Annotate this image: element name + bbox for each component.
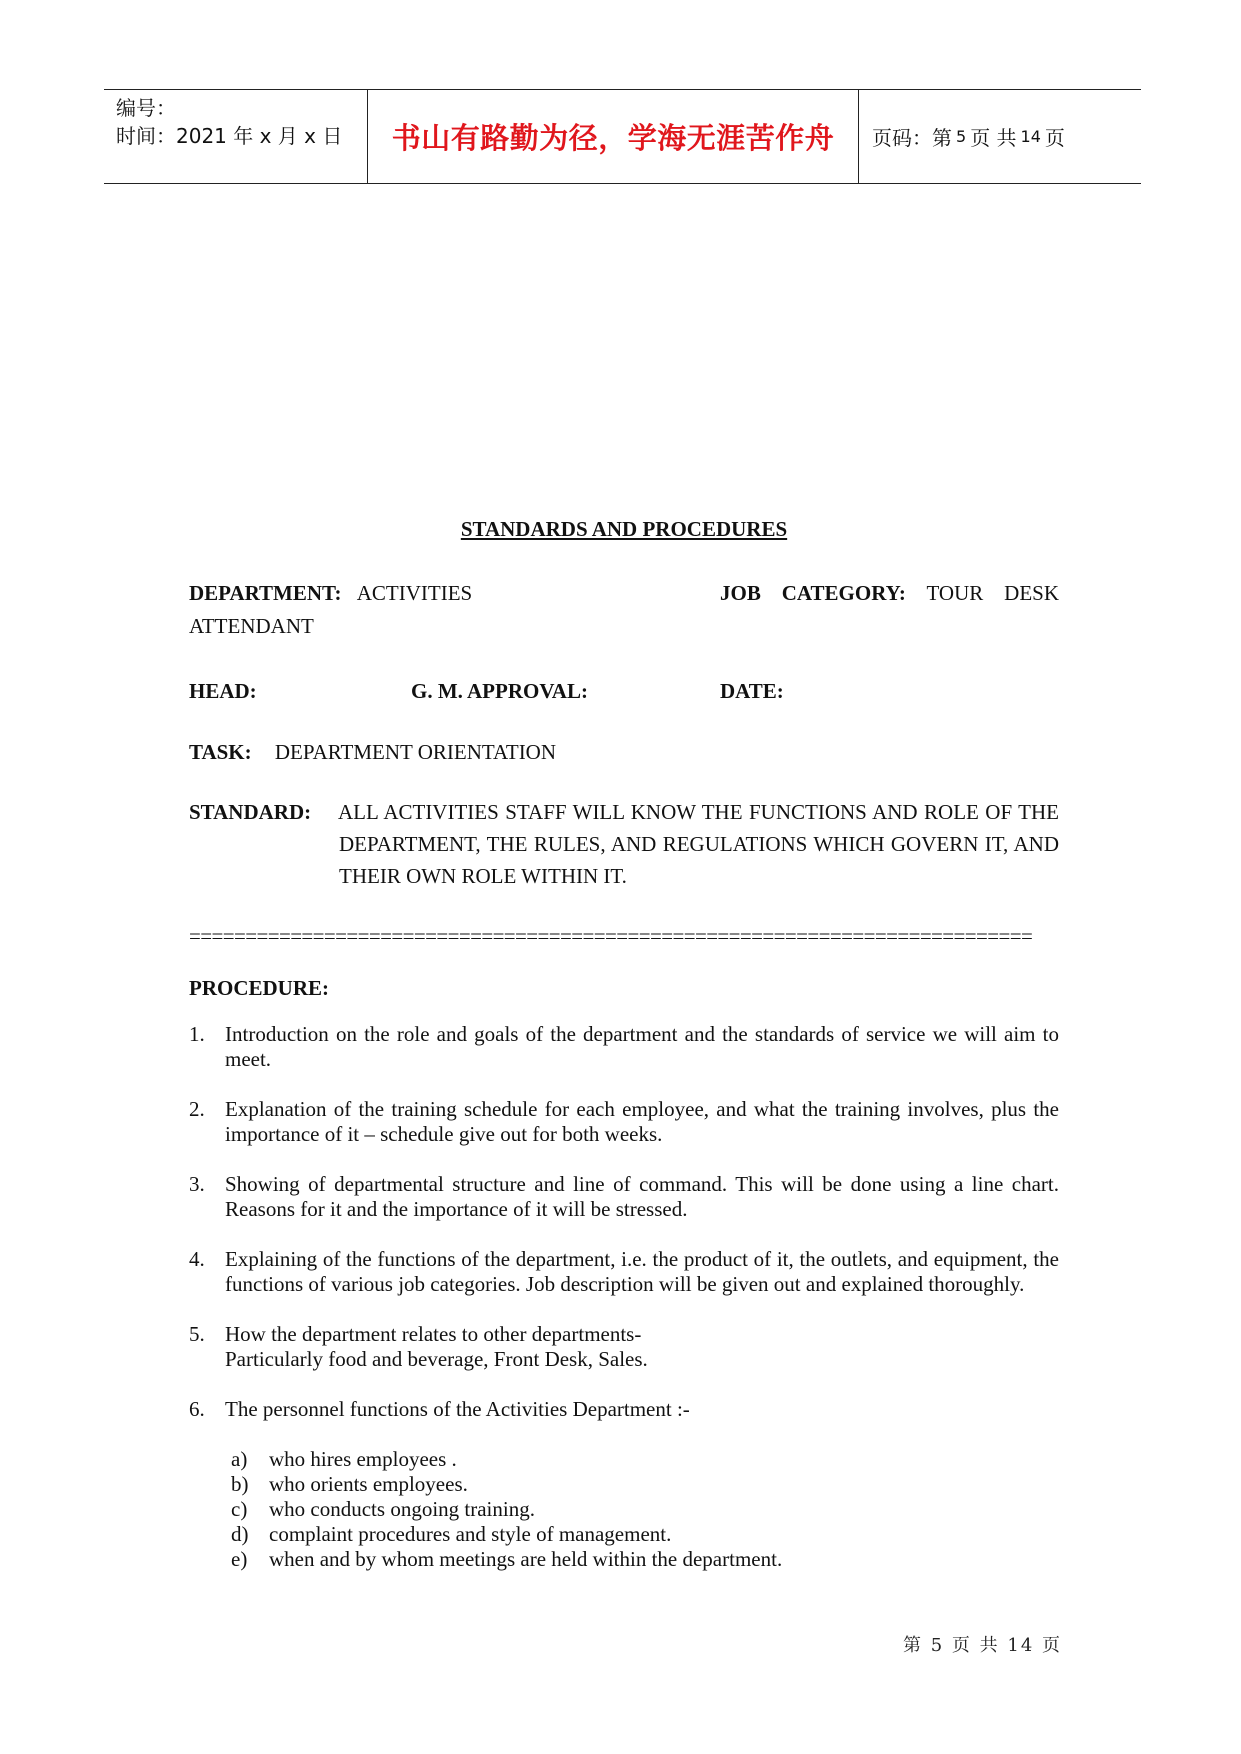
item-number: 5. bbox=[189, 1322, 205, 1346]
page-total: 14 bbox=[1020, 127, 1041, 146]
doc-number-label: 编号： bbox=[116, 96, 176, 120]
item-text: Explanation of the training schedule for each employee, and what the training involves, plus the importance of it – schedule give out for both weeks. bbox=[225, 1097, 1059, 1146]
job-category-value: TOUR DESK bbox=[926, 581, 1060, 605]
list-item bbox=[189, 1172, 1059, 1222]
footer-prefix: 第 bbox=[903, 1635, 923, 1656]
task-label: TASK: bbox=[189, 740, 252, 764]
sub-item-text: who orients employees. bbox=[269, 1472, 468, 1496]
standard-value: ALL ACTIVITIES STAFF WILL KNOW THE FUNCTIONS AND ROLE OF THE DEPARTMENT, THE RULES, AND REGULATIONS WHICH GOVERN IT, AND THEIR OWN ROLE WITHIN IT. bbox=[338, 800, 1059, 888]
item-number: 1. bbox=[189, 1022, 205, 1046]
separator-line: =========================================================================== bbox=[189, 924, 1033, 948]
item-number: 2. bbox=[189, 1097, 205, 1121]
header-motto: 书山有路勤为径，学海无涯苦作舟 bbox=[391, 121, 835, 155]
item-number: 6. bbox=[189, 1397, 205, 1421]
list-item bbox=[189, 1097, 1059, 1147]
list-item bbox=[189, 1322, 1059, 1372]
task-row bbox=[189, 740, 556, 765]
item-number: 4. bbox=[189, 1247, 205, 1271]
document-title: STANDARDS AND PROCEDURES bbox=[460, 517, 788, 541]
sub-item-letter: d) bbox=[231, 1522, 249, 1546]
footer-mid: 页 共 bbox=[951, 1635, 1000, 1656]
footer-suffix: 页 bbox=[1042, 1635, 1063, 1656]
footer-page: 5 bbox=[930, 1635, 945, 1656]
item-text: Explaining of the functions of the department, i.e. the product of it, the outlets, and equipment, the functions of various job categories. Job description will be given out and explained thoroughly. bbox=[225, 1247, 1059, 1296]
job-category-value-cont: ATTENDANT bbox=[189, 614, 314, 638]
standard-text bbox=[339, 796, 1059, 892]
time-value: 2021 年 x 月 x 日 bbox=[176, 124, 343, 148]
sub-item-letter: c) bbox=[231, 1497, 248, 1521]
head-label: HEAD: bbox=[189, 679, 257, 703]
item-text: Showing of departmental structure and line of command. This will be done using a line chart. Reasons for it and the importance of it will be stressed. bbox=[225, 1172, 1059, 1221]
gm-approval-label: G. M. APPROVAL: bbox=[411, 679, 588, 703]
footer-total: 14 bbox=[1007, 1635, 1035, 1656]
sub-item-text: who hires employees . bbox=[269, 1447, 457, 1471]
procedure-label: PROCEDURE: bbox=[189, 976, 329, 1000]
sub-item-text: complaint procedures and style of management. bbox=[269, 1522, 672, 1546]
job-category-row bbox=[720, 581, 1059, 606]
sub-item-letter: e) bbox=[231, 1547, 248, 1571]
list-item bbox=[189, 1247, 1059, 1297]
sub-list-item bbox=[189, 1447, 1059, 1472]
sub-list-item bbox=[189, 1522, 1059, 1547]
page-label: 页码：第 bbox=[872, 126, 952, 150]
sub-item-letter: b) bbox=[231, 1472, 249, 1496]
sub-list-item bbox=[189, 1547, 1059, 1572]
sub-item-text: when and by whom meetings are held within the department. bbox=[269, 1547, 783, 1571]
time-label: 时间： bbox=[116, 124, 176, 148]
task-value: DEPARTMENT ORIENTATION bbox=[274, 740, 557, 764]
document-body bbox=[189, 0, 1059, 1754]
standard-label: STANDARD: bbox=[189, 800, 312, 824]
job-category-label: JOB CATEGORY: bbox=[720, 581, 906, 605]
page-end: 页 bbox=[1044, 126, 1065, 150]
list-item bbox=[189, 1397, 1059, 1422]
department-value: ACTIVITIES bbox=[356, 581, 473, 605]
sub-item-letter: a) bbox=[231, 1447, 248, 1471]
item-number: 3. bbox=[189, 1172, 205, 1196]
sub-list bbox=[189, 1447, 1059, 1572]
procedure-list bbox=[189, 1022, 1059, 1572]
sub-list-item bbox=[189, 1497, 1059, 1522]
item-text: How the department relates to other departments- bbox=[225, 1322, 642, 1346]
page-mid: 页 共 bbox=[970, 126, 1017, 150]
sub-list-item bbox=[189, 1472, 1059, 1497]
page-footer bbox=[903, 1631, 1062, 1657]
date-label: DATE: bbox=[720, 679, 784, 703]
page-number: 5 bbox=[956, 127, 967, 146]
item-text: Introduction on the role and goals of the department and the standards of service we will aim to meet. bbox=[225, 1022, 1059, 1071]
item-text: The personnel functions of the Activities Department :- bbox=[225, 1397, 690, 1421]
sub-item-text: who conducts ongoing training. bbox=[269, 1497, 535, 1521]
list-item bbox=[189, 1022, 1059, 1072]
department-label: DEPARTMENT: bbox=[189, 581, 342, 605]
item-text-cont: Particularly food and beverage, Front Desk, Sales. bbox=[225, 1347, 648, 1371]
